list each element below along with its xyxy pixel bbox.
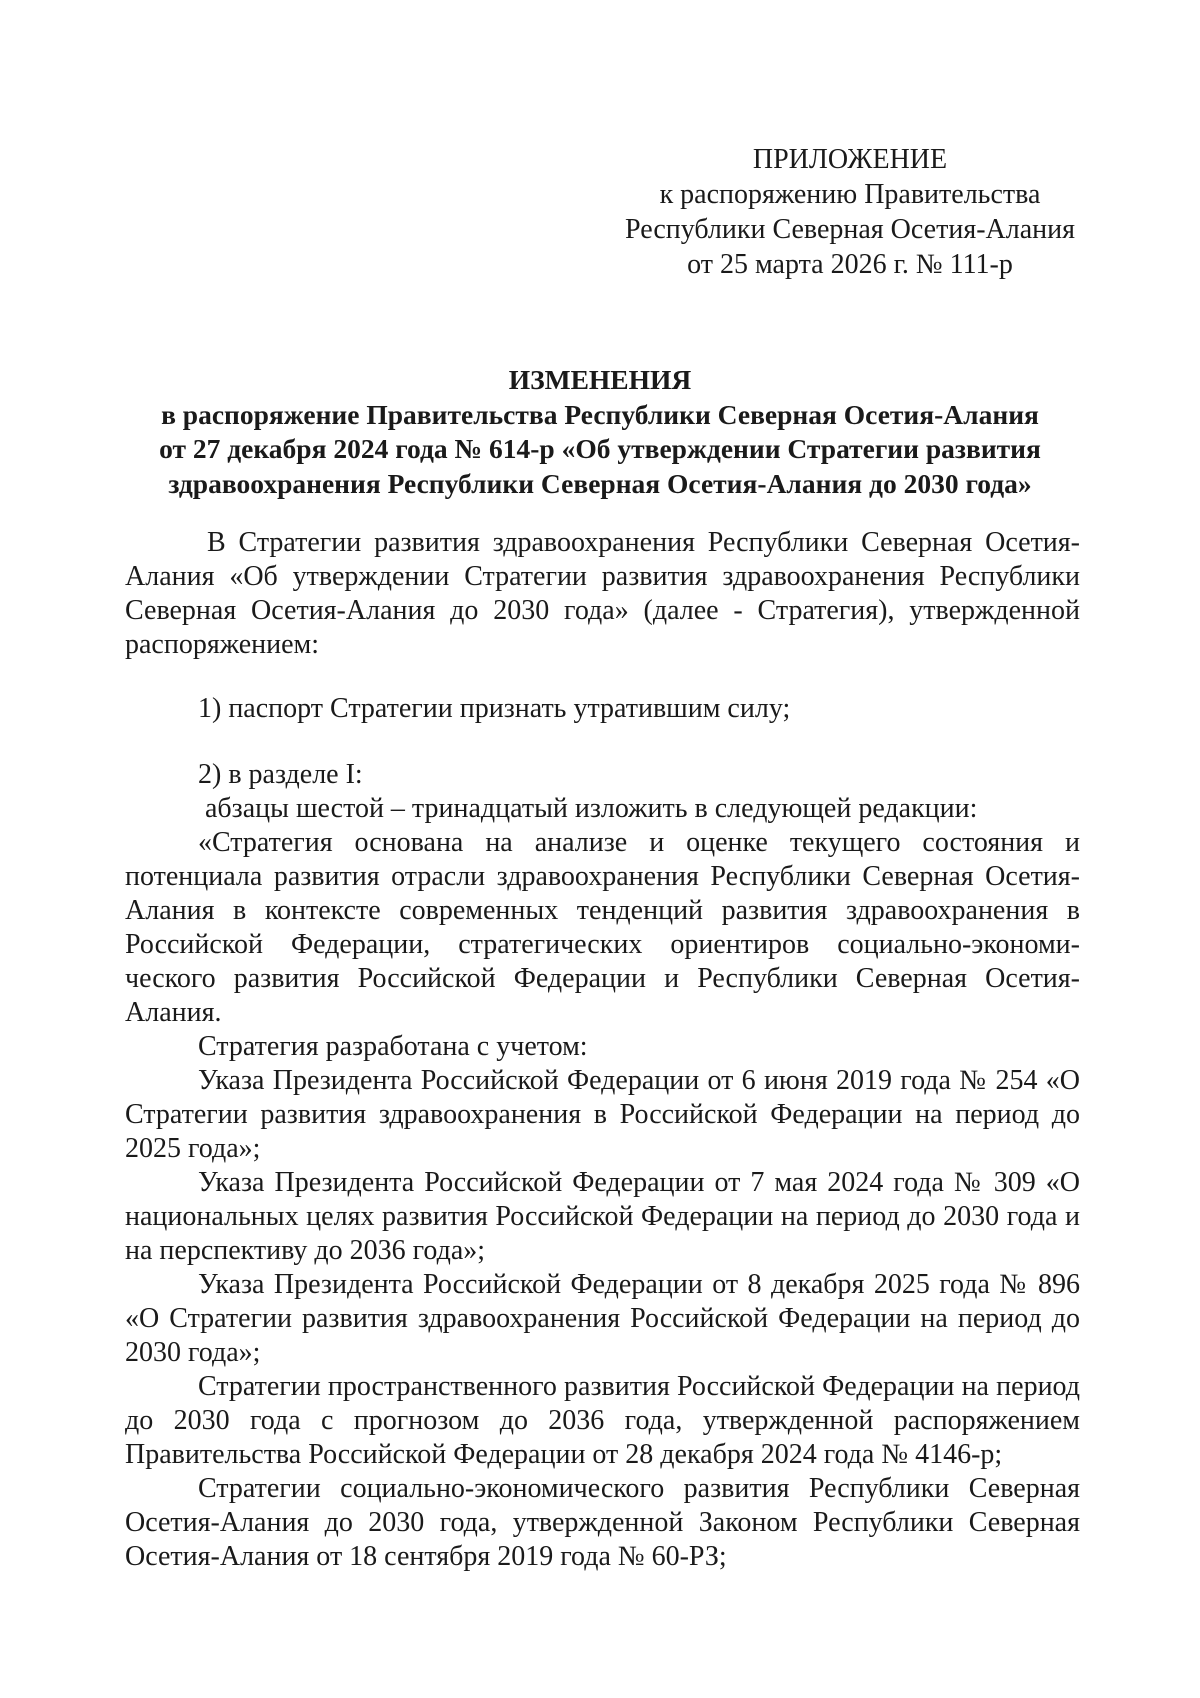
body-paragraph: Указа Президента Российской Федерации от 6 июня 2019 года № 254 «О Стратегии развития здравоохранения в Российской Федерации на период до 2025 года»; (125, 1065, 1080, 1164)
appendix-line-1: к распоряжению Правительства (659, 179, 1041, 210)
body-paragraph: Указа Президента Российской Федерации от 8 декабря 2025 года № 896 «О Стратегии развития здравоохранения Российской Федерации на период до 2030 года»; (125, 1269, 1080, 1368)
appendix-heading: ПРИЛОЖЕНИЕ (752, 144, 948, 175)
item-1-paragraph: 1) паспорт Стратегии признать утратившим силу; (198, 693, 791, 724)
title-line-2: от 27 декабря 2024 года № 614-р «Об утверждении Стратегии развития (159, 433, 1041, 464)
body-paragraph: Стратегия разработана с учетом: (198, 1031, 588, 1062)
item-2-subheading: абзацы шестой – тринадцатый изложить в следующей редакции: (205, 793, 978, 824)
body-paragraph: Указа Президента Российской Федерации от 7 мая 2024 года № 309 «О национальных целях развития Российской Федерации на период до 2030 года и на перспективу до 2036 года»; (125, 1167, 1080, 1266)
appendix-line-3: от 25 марта 2026 г. № 111-р (687, 249, 1013, 280)
item-1-section (125, 692, 1080, 726)
item-2-section (125, 758, 1080, 1574)
document-title (120, 363, 1080, 501)
appendix-line-2: Республики Северная Осетия-Алания (625, 214, 1075, 245)
title-heading: ИЗМЕНЕНИЯ (508, 364, 692, 395)
intro-paragraph: В Стратегии развития здравоохранения Республики Северная Осетия-Алания «Об утверждении Стратегии развития здравоохранения Республики Северная Осетия-Алания до 2030 года» (далее - Стратегия), утвержденной распоряжением: (125, 527, 1080, 660)
body-paragraph: Стратегии пространственного развития Российской Федерации на период до 2030 года с прогнозом до 2036 года, утвержденной распоряжением Правительства Российской Федерации от 28 декабря 2024 года № 4146-р; (125, 1371, 1080, 1470)
intro-section (125, 526, 1080, 662)
body-paragraph: «Стратегия основана на анализе и оценке текущего состояния и потенциала развития отрасли здравоохранения Республики Северная Осетия-Алания в контексте современных тенденций развития здравоохранения в Российской Федерации, стратегических ориентиров социально-экономи-ческого развития Российской Федерации и Республики Северная Осетия-Алания. (125, 827, 1080, 1028)
body-paragraph: Стратегии социально-экономического развития Республики Северная Осетия-Алания до 2030 года, утвержденной Законом Республики Северная Осетия-Алания от 18 сентября 2019 года № 60-РЗ; (125, 1473, 1080, 1572)
appendix-header (620, 142, 1080, 282)
item-2-heading: 2) в разделе I: (198, 759, 363, 790)
title-line-3: здравоохранения Республики Северная Осетия-Алания до 2030 года» (168, 467, 1032, 499)
title-line-1: в распоряжение Правительства Республики Северная Осетия-Алания (161, 398, 1039, 430)
